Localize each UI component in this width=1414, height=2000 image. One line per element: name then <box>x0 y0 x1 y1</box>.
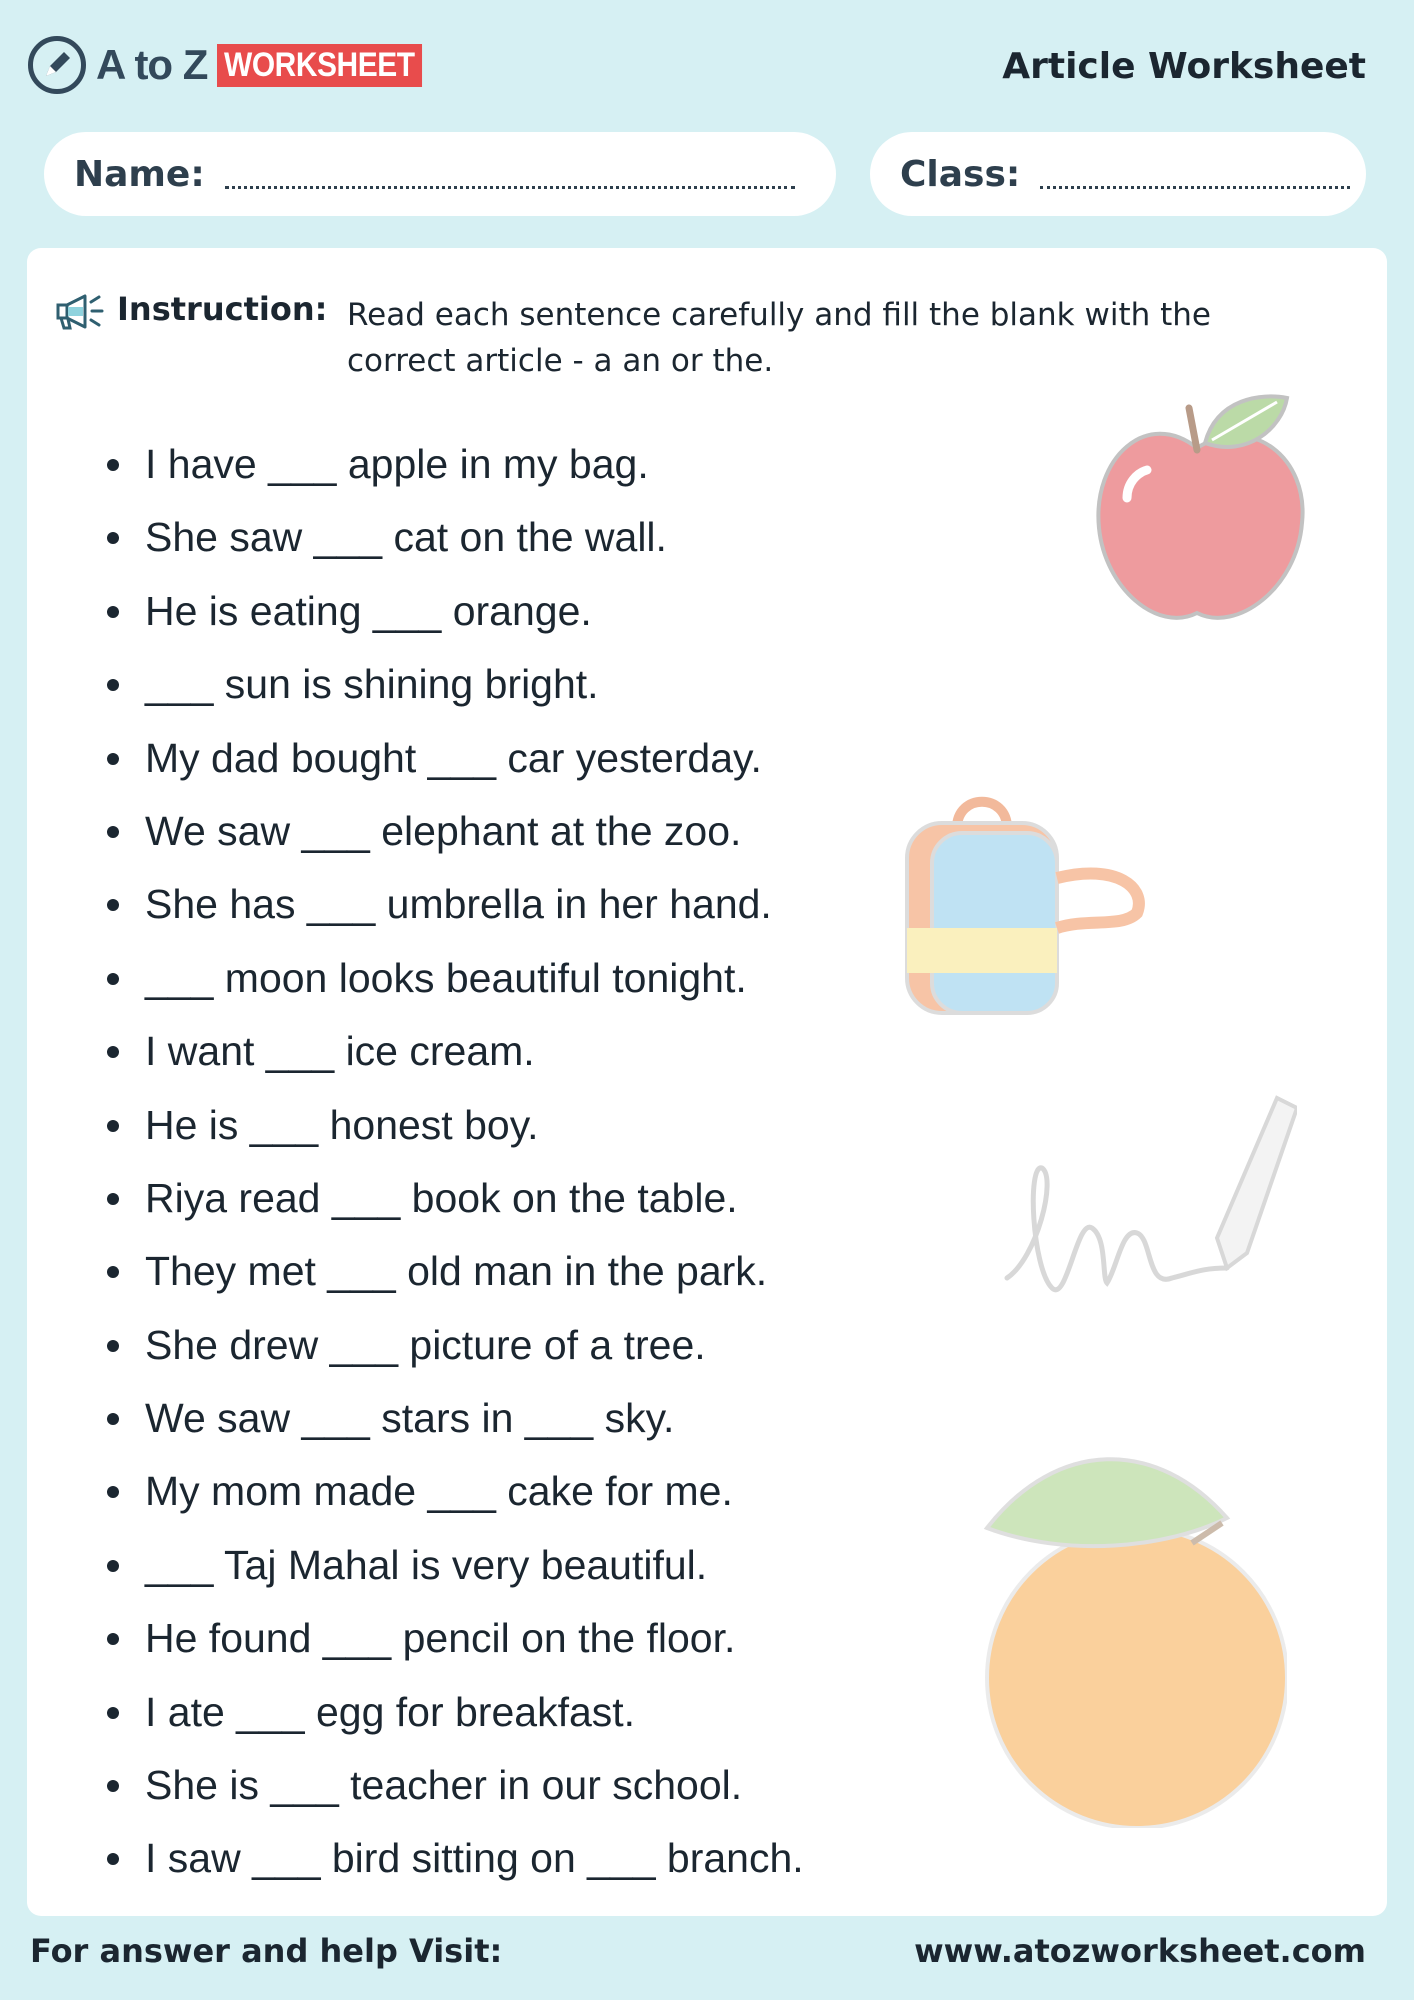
header <box>0 0 1414 130</box>
list-item: They met ___ old man in the park. <box>107 1235 804 1308</box>
pencil-logo-icon <box>28 36 86 94</box>
instruction-text: Read each sentence carefully and fill the blank with the correct article - a an or the. <box>347 297 1211 379</box>
name-input-line[interactable] <box>225 186 795 189</box>
worksheet-card <box>27 248 1387 1916</box>
class-field[interactable] <box>870 132 1366 216</box>
list-item: ___ Taj Mahal is very beautiful. <box>107 1529 804 1602</box>
list-item: He is ___ honest boy. <box>107 1089 804 1162</box>
footer-help-text: For answer and help Visit: <box>30 1932 503 1970</box>
list-item: I ate ___ egg for breakfast. <box>107 1676 804 1749</box>
list-item: He found ___ pencil on the floor. <box>107 1602 804 1675</box>
megaphone-icon <box>55 292 107 336</box>
list-item: ___ sun is shining bright. <box>107 648 804 721</box>
logo[interactable] <box>28 36 450 94</box>
list-item: My dad bought ___ car yesterday. <box>107 722 804 795</box>
list-item: He is eating ___ orange. <box>107 575 804 648</box>
list-item: We saw ___ elephant at the zoo. <box>107 795 804 868</box>
logo-text: A to Z <box>96 41 208 88</box>
list-item: I saw ___ bird sitting on ___ branch. <box>107 1822 804 1895</box>
sentence-list <box>107 428 804 1896</box>
instruction-label: Instruction: <box>117 290 328 328</box>
orange-illustration <box>947 1448 1287 1832</box>
list-item: She has ___ umbrella in her hand. <box>107 868 804 941</box>
list-item: She drew ___ picture of a tree. <box>107 1309 804 1382</box>
list-item: Riya read ___ book on the table. <box>107 1162 804 1235</box>
list-item: She saw ___ cat on the wall. <box>107 501 804 574</box>
list-item: My mom made ___ cake for me. <box>107 1455 804 1528</box>
backpack-illustration <box>887 778 1157 1032</box>
name-label: Name: <box>74 153 205 195</box>
footer-website-link[interactable]: www.atozworksheet.com <box>914 1932 1366 1970</box>
pen-illustration <box>997 1078 1297 1322</box>
apple-illustration <box>1087 388 1327 642</box>
page-title: Article Worksheet <box>1002 46 1366 87</box>
list-item: I have ___ apple in my bag. <box>107 428 804 501</box>
list-item: She is ___ teacher in our school. <box>107 1749 804 1822</box>
list-item: I want ___ ice cream. <box>107 1015 804 1088</box>
list-item: ___ moon looks beautiful tonight. <box>107 942 804 1015</box>
class-label: Class: <box>900 153 1021 195</box>
logo-tag: WORKSHEET <box>217 44 422 87</box>
class-input-line[interactable] <box>1040 186 1350 189</box>
list-item: We saw ___ stars in ___ sky. <box>107 1382 804 1455</box>
name-field[interactable] <box>44 132 836 216</box>
